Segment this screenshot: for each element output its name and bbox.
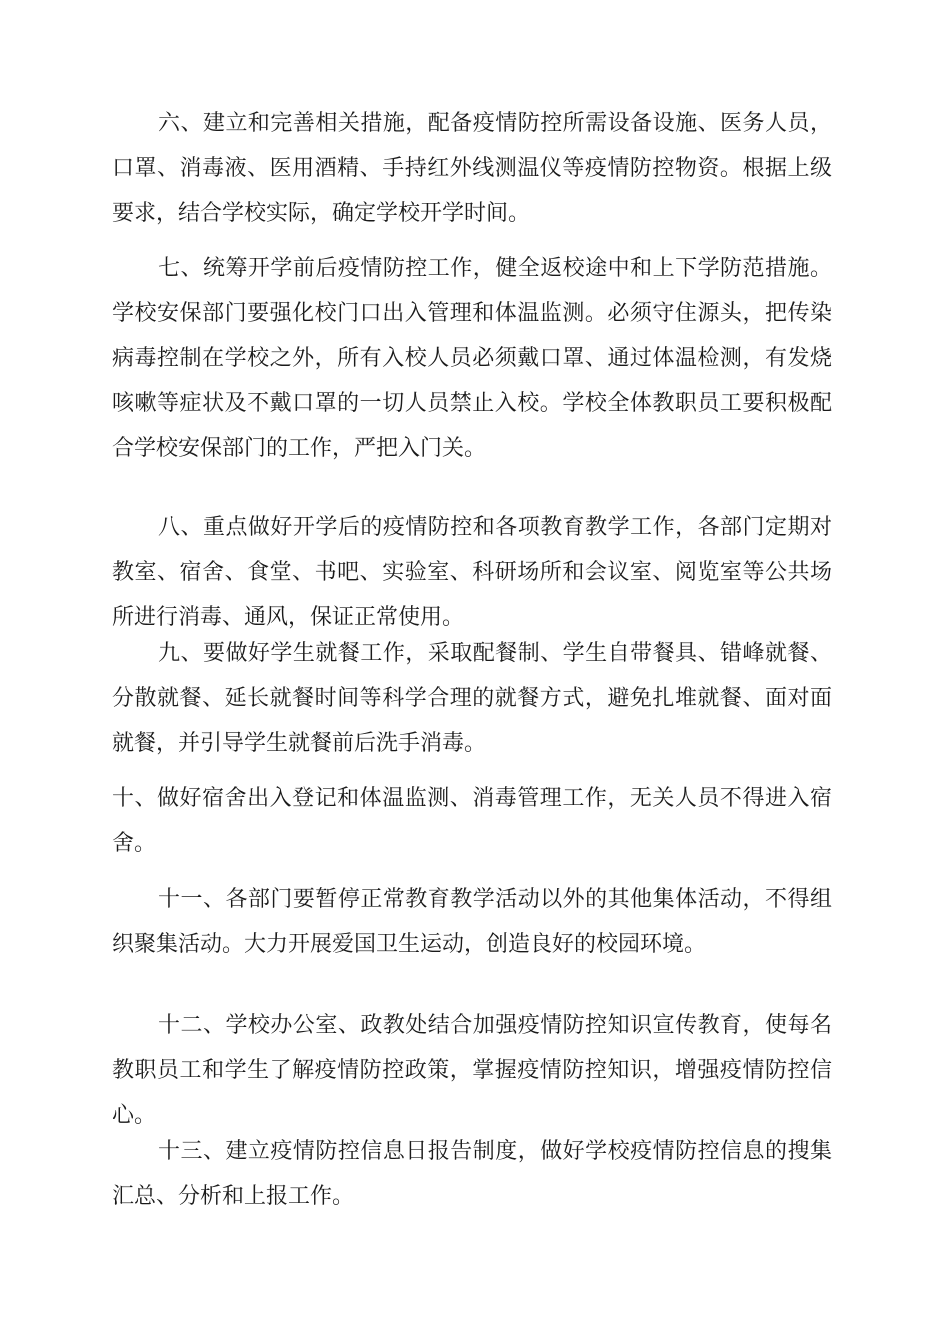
paragraph-8: 八、重点做好开学后的疫情防控和各项教育教学工作，各部门定期对教室、宿舍、食堂、书吧、实验室、科研场所和会议室、阅览室等公共场所进行消毒、通风，保证正常使用。 [112, 515, 832, 630]
paragraph-9: 九、要做好学生就餐工作，采取配餐制、学生自带餐具、错峰就餐、分散就餐、延长就餐时间等科学合理的就餐方式，避免扎堆就餐、面对面就餐，并引导学生就餐前后洗手消毒。 [112, 641, 832, 756]
paragraph-7: 七、统筹开学前后疫情防控工作，健全返校途中和上下学防范措施。学校安保部门要强化校门口出入管理和体温监测。必须守住源头，把传染病毒控制在学校之外，所有入校人员必须戴口罩、通过体温检测，有发烧咳嗽等症状及不戴口罩的一切人员禁止入校。学校全体教职员工要积极配合学校安保部门的工作，严把入门关。 [112, 256, 832, 461]
paragraph-10: 十、做好宿舍出入登记和体温监测、消毒管理工作，无关人员不得进入宿舍。 [112, 786, 832, 856]
paragraph-11: 十一、各部门要暂停正常教育教学活动以外的其他集体活动，不得组织聚集活动。大力开展爱国卫生运动，创造良好的校园环境。 [112, 887, 832, 957]
paragraph-13: 十三、建立疫情防控信息日报告制度，做好学校疫情防控信息的搜集汇总、分析和上报工作。 [112, 1139, 832, 1209]
paragraph-12: 十二、学校办公室、政教处结合加强疫情防控知识宣传教育，使每名教职员工和学生了解疫情防控政策，掌握疫情防控知识，增强疫情防控信心。 [112, 1013, 832, 1128]
paragraph-6: 六、建立和完善相关措施，配备疫情防控所需设备设施、医务人员，口罩、消毒液、医用酒精、手持红外线测温仪等疫情防控物资。根据上级要求，结合学校实际，确定学校开学时间。 [112, 111, 832, 226]
